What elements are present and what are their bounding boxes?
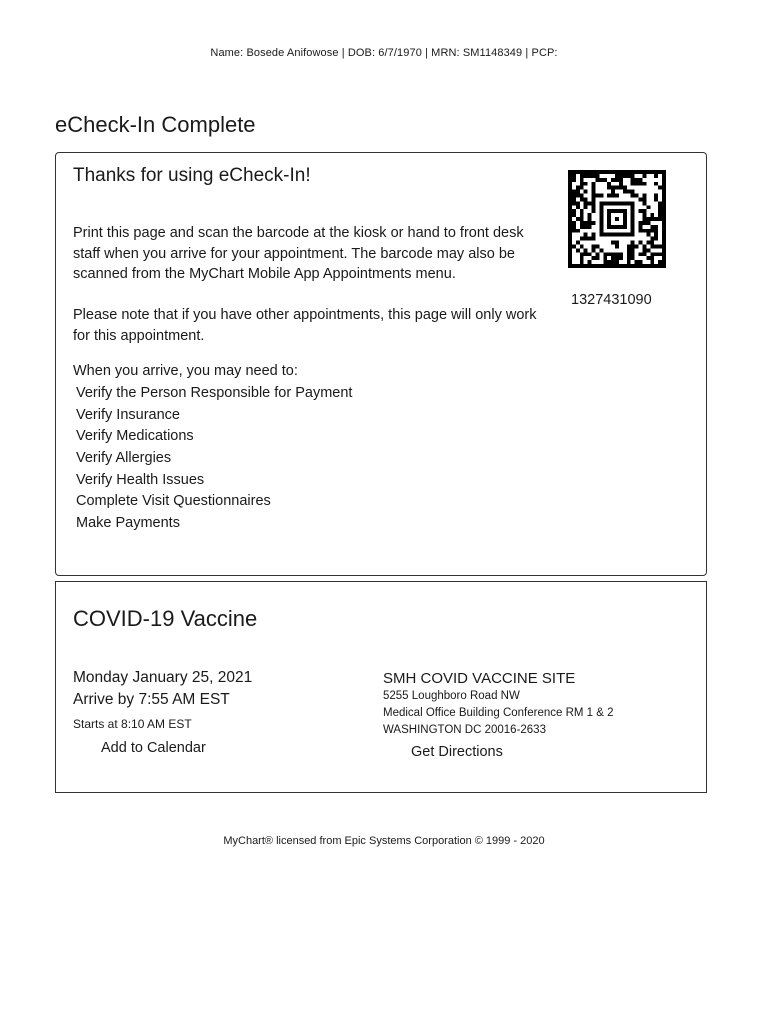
footer-copyright: MyChart® licensed from Epic Systems Corporation © 1999 - 2020: [223, 835, 545, 847]
arrival-step: Verify the Person Responsible for Payment: [76, 385, 353, 401]
location-name: SMH COVID VACCINE SITE: [383, 670, 576, 687]
appointment-title: COVID-19 Vaccine: [73, 606, 258, 631]
get-directions-link[interactable]: Get Directions: [411, 744, 503, 760]
checkin-panel: [55, 152, 707, 576]
arrival-step: Verify Health Issues: [76, 471, 205, 488]
appointment-note: Please note that if you have other appointments, this page will only work for this appointment.: [73, 307, 537, 344]
page-title: eCheck-In Complete: [55, 112, 256, 137]
location-address-line2: Medical Office Building Conference RM 1 & 2: [383, 707, 614, 719]
add-to-calendar-link[interactable]: Add to Calendar: [101, 740, 206, 756]
appointment-date: Monday January 25, 2021: [73, 669, 253, 686]
instructions-text: Print this page and scan the barcode at the kiosk or hand to front desk staff when you arrive for your appointment. The barcode may also be scanned from the MyChart Mobile App Appointments menu.: [73, 225, 524, 282]
arrival-step: Make Payments: [76, 515, 180, 532]
appointment-panel: [55, 581, 707, 793]
arrival-steps-list: [76, 383, 352, 535]
arrival-step: Verify Allergies: [76, 450, 172, 467]
location-city-line: WASHINGTON DC 20016-2633: [383, 724, 546, 736]
location-address-line1: 5255 Loughboro Road NW: [383, 690, 520, 702]
barcode-block: [568, 170, 666, 308]
barcode-image: [568, 170, 666, 268]
arrival-step: Verify Insurance: [76, 406, 180, 423]
patient-info-header: Name: Bosede Anifowose | DOB: 6/7/1970 | MRN: SM1148349 | PCP:: [210, 47, 558, 59]
thanks-heading: Thanks for using eCheck-In!: [73, 165, 311, 186]
barcode-number: 1327431090: [571, 292, 652, 308]
arrival-step: Complete Visit Questionnaires: [76, 493, 271, 510]
start-time: Starts at 8:10 AM EST: [73, 717, 192, 731]
arrival-step: Verify Medications: [76, 428, 194, 445]
arrive-by-time: Arrive by 7:55 AM EST: [73, 691, 230, 708]
arrival-steps-label: When you arrive, you may need to:: [73, 363, 298, 379]
